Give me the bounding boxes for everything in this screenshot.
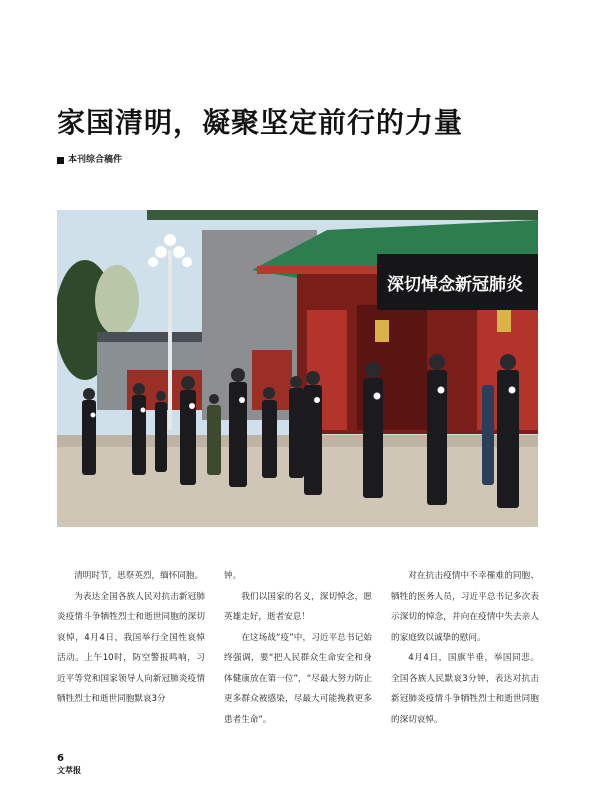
byline	[57, 154, 122, 166]
page-number: 6	[57, 753, 64, 764]
paragraph-continuation: 钟。	[224, 571, 242, 581]
text-column-1	[57, 566, 205, 710]
text-column-2	[224, 566, 372, 730]
paragraph: 我们以国家的名义，深切悼念，愿英雄走好，逝者安息！	[224, 591, 372, 622]
banner-text: 深切悼念新冠肺炎	[387, 275, 523, 295]
square-bullet-icon	[57, 157, 64, 164]
byline-text: 本刊综合稿件	[68, 155, 123, 165]
paragraph: 为表达全国各族人民对抗击新冠肺炎疫情斗争牺牲烈士和逝世同胞的深切哀悼，4月4日，我国举行全国性哀悼活动。上午10时，防空警报鸣响，习近平等党和国家领导人向新冠肺炎疫情牺牲烈士和逝世同胞默哀3分	[57, 591, 205, 704]
paragraph: 清明时节，思祭英烈，缅怀同胞。	[74, 571, 204, 581]
paragraph: 4月4日，国旗半垂，举国同悲。全国各族人民默哀3分钟，表达对抗击新冠肺炎疫情斗争牺牲烈士和逝世同胞的深切哀悼。	[391, 653, 539, 725]
paragraph: 在这场战“疫”中，习近平总书记始终强调，要“把人民群众生命安全和身体健康放在第一位”，“尽最大努力防止更多群众被感染，尽最大可能挽救更多患者生命”。	[224, 632, 372, 725]
magazine-logo: 文萃报	[57, 765, 81, 775]
article-title: 家国清明，凝聚坚定前行的力量	[57, 106, 464, 139]
article-photo	[57, 210, 538, 527]
paragraph: 对在抗击疫情中不幸罹难的同胞、牺牲的医务人员，习近平总书记多次表示深切的悼念，并向在疫情中失去亲人的家庭致以诚挚的慰问。	[391, 571, 539, 643]
photo-illustration	[57, 210, 538, 527]
text-column-3	[391, 566, 539, 730]
